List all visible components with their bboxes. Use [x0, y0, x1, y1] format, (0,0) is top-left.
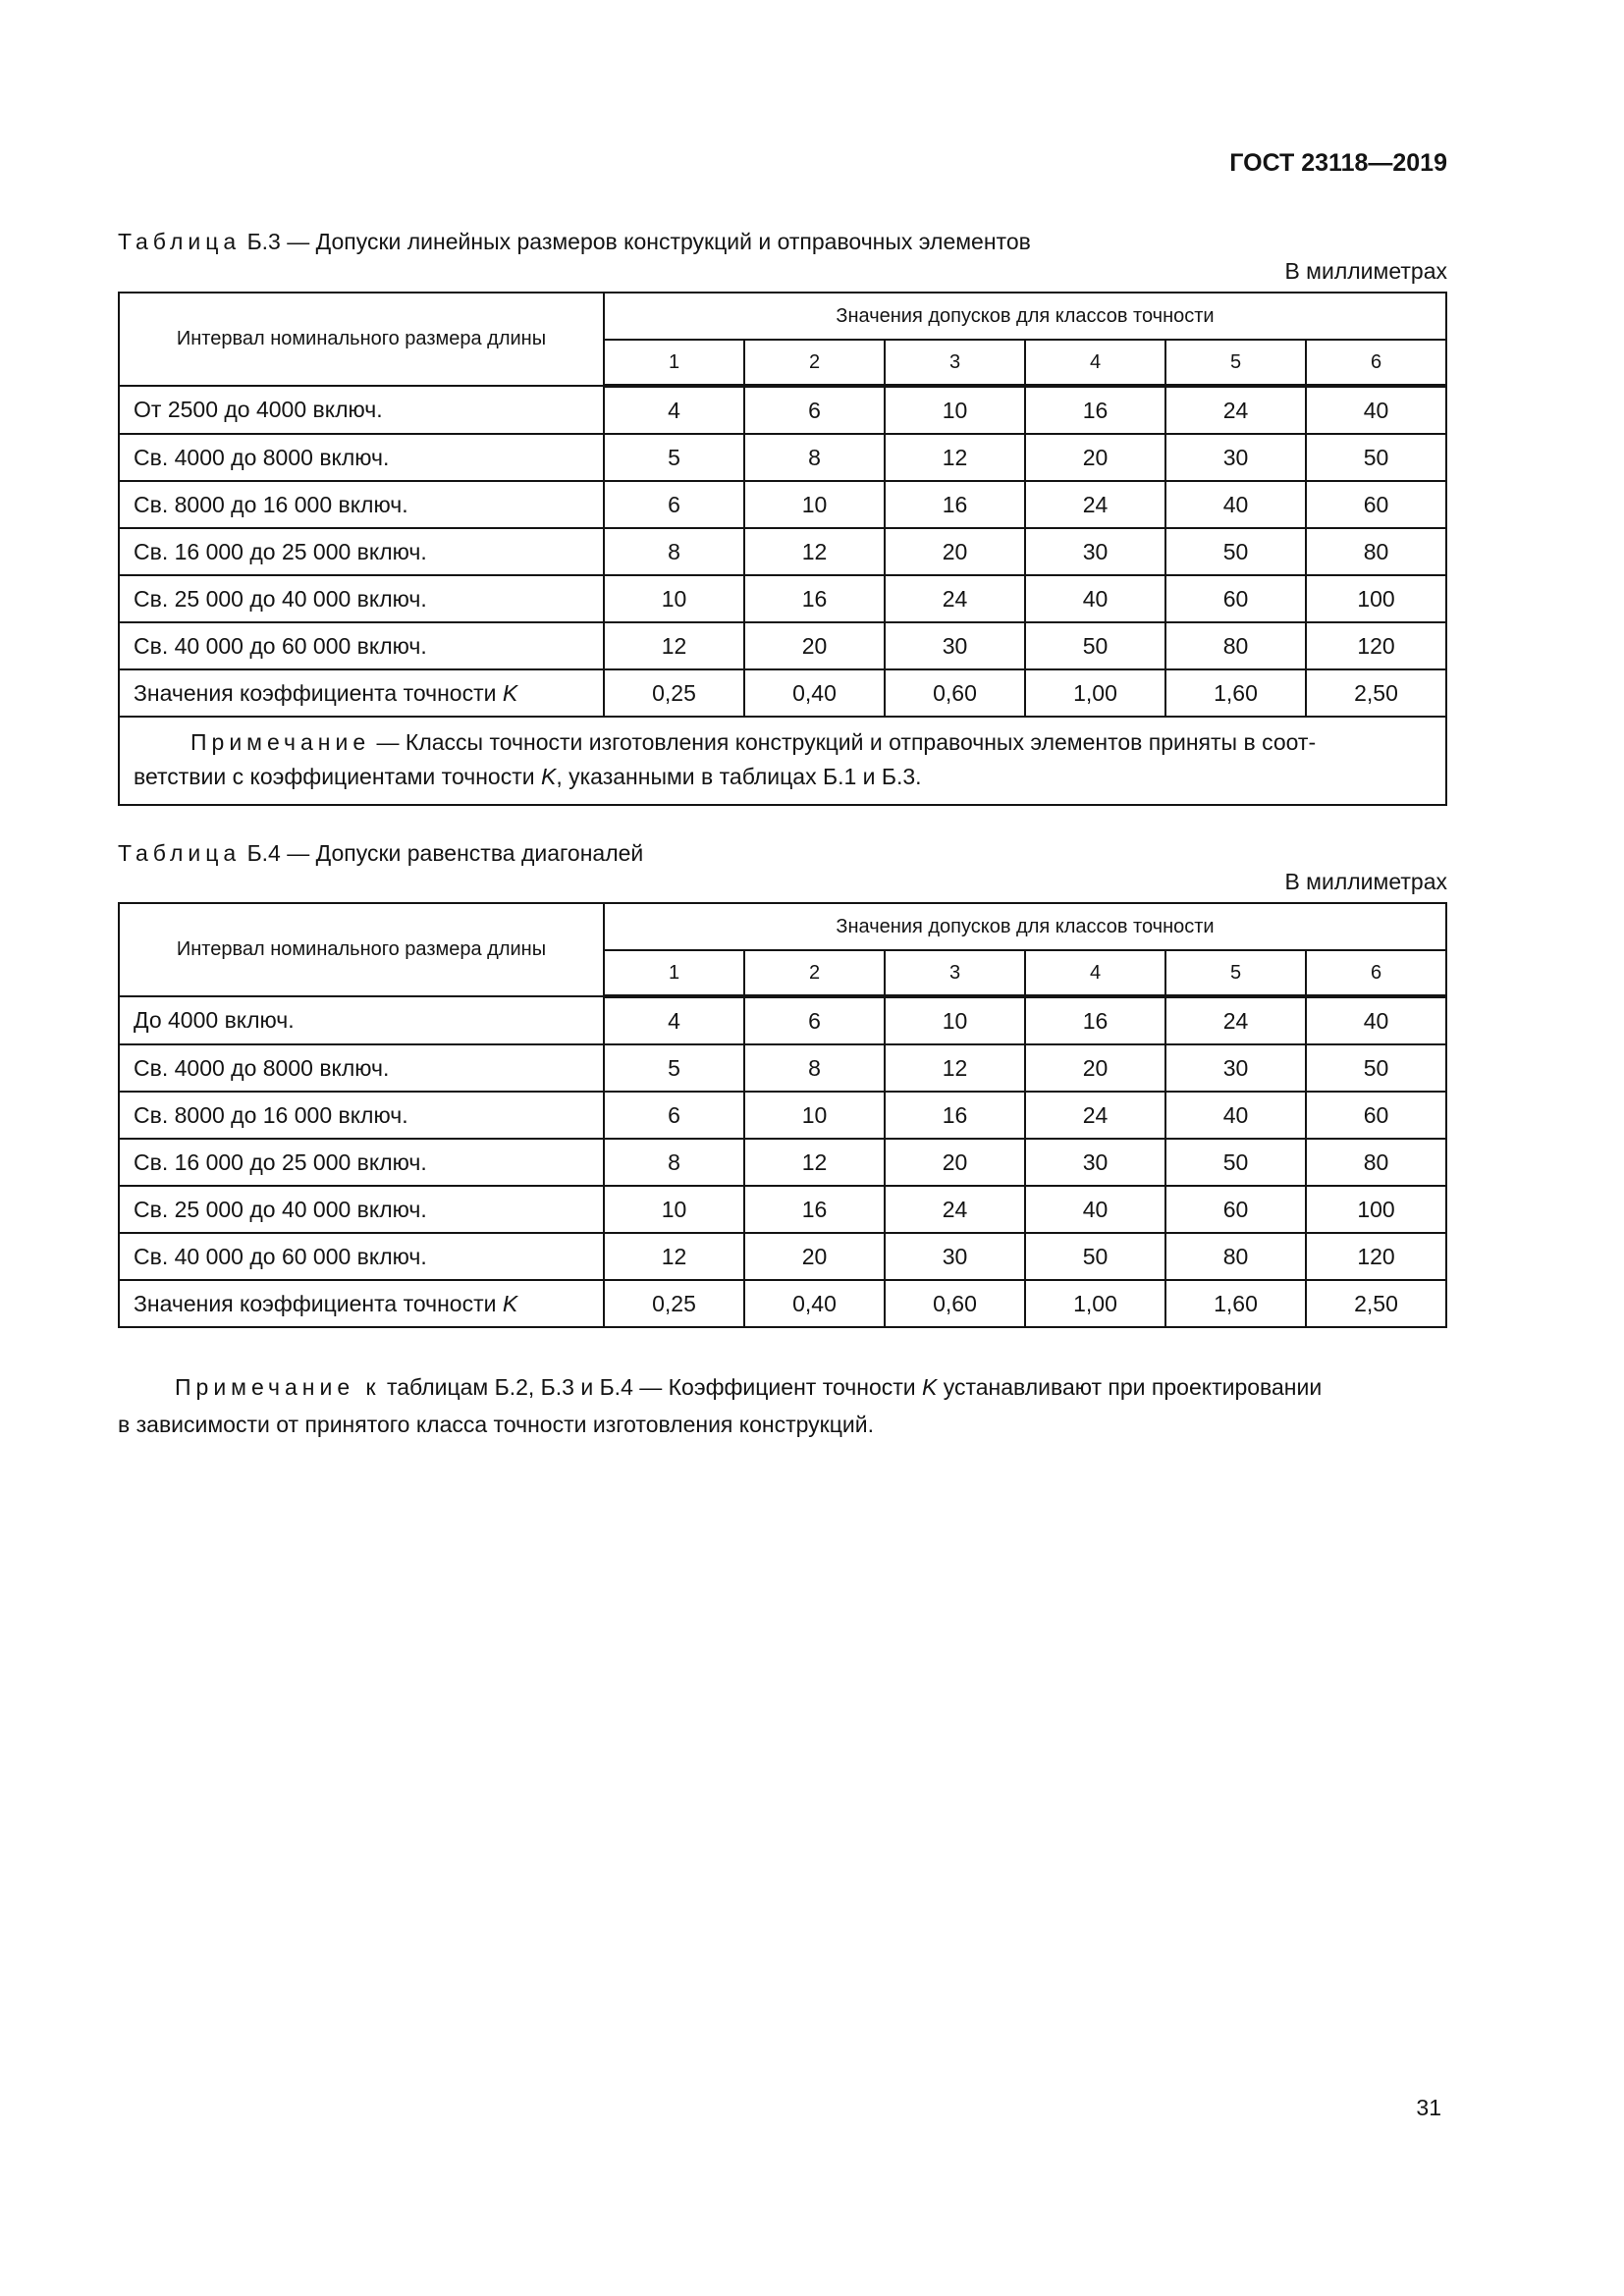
tables-note-text-1: таблицам Б.2, Б.3 и Б.4 — Коэффициент точности [380, 1374, 923, 1400]
table-row [119, 1186, 1446, 1233]
row-label: Св. 16 000 до 25 000 включ. [119, 528, 604, 575]
tables-note-word: Примечание к [175, 1374, 381, 1400]
row-label: Св. 40 000 до 60 000 включ. [119, 1233, 604, 1280]
table-cell: 8 [604, 1139, 744, 1186]
table-cell: 80 [1306, 528, 1446, 575]
coefficient-row-label [119, 669, 604, 717]
table-cell: 24 [885, 575, 1025, 622]
table-cell: 6 [744, 996, 885, 1044]
table-b3-caption-word: Таблица [118, 229, 242, 254]
table-cell: 60 [1165, 1186, 1306, 1233]
table-cell: 16 [1025, 386, 1165, 434]
column-header-class: 6 [1306, 950, 1446, 996]
table-row [119, 481, 1446, 528]
row-label: Св. 8000 до 16 000 включ. [119, 481, 604, 528]
table-cell: 80 [1165, 622, 1306, 669]
table-cell: 5 [604, 1044, 744, 1092]
table-cell: 24 [1025, 1092, 1165, 1139]
table-cell: 20 [885, 1139, 1025, 1186]
table-header-row [119, 903, 1446, 950]
table-cell: 4 [604, 996, 744, 1044]
row-label: Св. 25 000 до 40 000 включ. [119, 575, 604, 622]
table-cell: 6 [604, 481, 744, 528]
table-cell: 16 [885, 481, 1025, 528]
table-cell: 40 [1165, 481, 1306, 528]
coefficient-row [119, 669, 1446, 717]
column-header-class: 1 [604, 950, 744, 996]
table-cell: 16 [744, 575, 885, 622]
table-b4-units: В миллиметрах [1284, 869, 1447, 894]
table-cell: 60 [1306, 481, 1446, 528]
table-cell: 80 [1306, 1139, 1446, 1186]
row-label: Св. 4000 до 8000 включ. [119, 1044, 604, 1092]
row-label: Св. 4000 до 8000 включ. [119, 434, 604, 481]
table-b3-caption-text: Б.3 — Допуски линейных размеров конструкций и отправочных элементов [246, 229, 1031, 254]
coefficient-label-text: Значения коэффициента точности [134, 679, 497, 706]
table-cell: 10 [744, 481, 885, 528]
table-row [119, 1233, 1446, 1280]
document-code: ГОСТ 23118—2019 [1229, 149, 1447, 177]
table-cell: 30 [1025, 528, 1165, 575]
table-b4 [118, 902, 1447, 1328]
table-cell: 6 [604, 1092, 744, 1139]
coefficient-cell: 0,60 [885, 1280, 1025, 1327]
row-label: Св. 40 000 до 60 000 включ. [119, 622, 604, 669]
tables-note-text-2: устанавливают при проектировании [937, 1374, 1323, 1400]
table-cell: 30 [1165, 434, 1306, 481]
table-cell: 40 [1025, 575, 1165, 622]
row-label: От 2500 до 4000 включ. [119, 386, 604, 434]
table-row [119, 622, 1446, 669]
table-cell: 24 [885, 1186, 1025, 1233]
table-cell: 12 [885, 1044, 1025, 1092]
tables-note [118, 1368, 1447, 1443]
column-header-interval: Интервал номинального размера длины [119, 903, 604, 996]
table-row [119, 434, 1446, 481]
coefficient-symbol: K [502, 1290, 518, 1316]
table-row [119, 1092, 1446, 1139]
column-header-class: 2 [744, 340, 885, 386]
table-note [119, 717, 1446, 805]
table-cell: 16 [1025, 996, 1165, 1044]
row-label: Св. 16 000 до 25 000 включ. [119, 1139, 604, 1186]
table-cell: 12 [885, 434, 1025, 481]
table-cell: 40 [1306, 386, 1446, 434]
coefficient-symbol: K [502, 679, 518, 706]
tables-note-text-3: в зависимости от принятого класса точности изготовления конструкций. [118, 1412, 874, 1437]
coefficient-cell: 2,50 [1306, 1280, 1446, 1327]
table-cell: 24 [1165, 996, 1306, 1044]
table-cell: 50 [1306, 1044, 1446, 1092]
coefficient-cell: 0,25 [604, 669, 744, 717]
table-cell: 5 [604, 434, 744, 481]
coefficient-cell: 1,00 [1025, 1280, 1165, 1327]
column-header-class: 4 [1025, 950, 1165, 996]
table-note-row [119, 717, 1446, 805]
coefficient-cell: 0,60 [885, 669, 1025, 717]
coefficient-row [119, 1280, 1446, 1327]
coefficient-cell: 1,60 [1165, 669, 1306, 717]
table-cell: 120 [1306, 1233, 1446, 1280]
table-cell: 100 [1306, 575, 1446, 622]
table-row [119, 1044, 1446, 1092]
row-label: Св. 8000 до 16 000 включ. [119, 1092, 604, 1139]
table-row [119, 996, 1446, 1044]
table-cell: 20 [744, 622, 885, 669]
table-note-symbol: K [540, 764, 557, 789]
table-cell: 40 [1306, 996, 1446, 1044]
coefficient-cell: 1,00 [1025, 669, 1165, 717]
table-row [119, 528, 1446, 575]
table-cell: 20 [1025, 434, 1165, 481]
table-row [119, 1139, 1446, 1186]
tables-note-symbol: K [922, 1374, 938, 1400]
table-cell: 30 [885, 1233, 1025, 1280]
table-cell: 10 [744, 1092, 885, 1139]
table-cell: 12 [744, 1139, 885, 1186]
table-cell: 16 [744, 1186, 885, 1233]
table-cell: 80 [1165, 1233, 1306, 1280]
table-cell: 10 [885, 386, 1025, 434]
table-header-row [119, 293, 1446, 340]
table-cell: 30 [1025, 1139, 1165, 1186]
row-label: До 4000 включ. [119, 996, 604, 1044]
table-b4-caption-text: Б.4 — Допуски равенства диагоналей [246, 840, 644, 866]
coefficient-cell: 0,40 [744, 1280, 885, 1327]
table-cell: 40 [1025, 1186, 1165, 1233]
table-b4-caption-word: Таблица [118, 840, 242, 866]
coefficient-cell: 1,60 [1165, 1280, 1306, 1327]
coefficient-cell: 2,50 [1306, 669, 1446, 717]
column-header-class: 1 [604, 340, 744, 386]
table-cell: 40 [1165, 1092, 1306, 1139]
table-cell: 24 [1025, 481, 1165, 528]
coefficient-cell: 0,40 [744, 669, 885, 717]
table-note-word: Примечание [190, 729, 371, 755]
table-b3-units: В миллиметрах [1284, 258, 1447, 284]
table-cell: 50 [1025, 1233, 1165, 1280]
table-cell: 8 [744, 1044, 885, 1092]
coefficient-label-text: Значения коэффициента точности [134, 1290, 497, 1316]
table-cell: 10 [604, 1186, 744, 1233]
row-label: Св. 25 000 до 40 000 включ. [119, 1186, 604, 1233]
column-header-class: 5 [1165, 340, 1306, 386]
table-cell: 4 [604, 386, 744, 434]
column-header-values: Значения допусков для классов точности [604, 293, 1446, 340]
column-header-interval: Интервал номинального размера длины [119, 293, 604, 386]
table-b4-caption [118, 840, 643, 867]
table-b3 [118, 292, 1447, 806]
table-cell: 50 [1165, 1139, 1306, 1186]
table-cell: 30 [1165, 1044, 1306, 1092]
table-note-text-2: ветствии с коэффициентами точности [134, 764, 541, 789]
column-header-values: Значения допусков для классов точности [604, 903, 1446, 950]
table-cell: 60 [1306, 1092, 1446, 1139]
column-header-class: 5 [1165, 950, 1306, 996]
table-row [119, 386, 1446, 434]
table-cell: 10 [885, 996, 1025, 1044]
table-b3-caption [118, 229, 1031, 255]
coefficient-cell: 0,25 [604, 1280, 744, 1327]
column-header-class: 2 [744, 950, 885, 996]
table-cell: 50 [1165, 528, 1306, 575]
table-cell: 12 [604, 1233, 744, 1280]
column-header-class: 6 [1306, 340, 1446, 386]
table-cell: 8 [604, 528, 744, 575]
table-cell: 6 [744, 386, 885, 434]
column-header-class: 3 [885, 950, 1025, 996]
table-note-text-3: , указанными в таблицах Б.1 и Б.3. [556, 764, 922, 789]
table-note-text-1: — Классы точности изготовления конструкций и отправочных элементов приняты в соот- [370, 729, 1317, 755]
table-cell: 100 [1306, 1186, 1446, 1233]
table-cell: 16 [885, 1092, 1025, 1139]
table-cell: 24 [1165, 386, 1306, 434]
coefficient-row-label [119, 1280, 604, 1327]
table-cell: 120 [1306, 622, 1446, 669]
column-header-class: 4 [1025, 340, 1165, 386]
table-cell: 60 [1165, 575, 1306, 622]
table-cell: 20 [1025, 1044, 1165, 1092]
table-row [119, 575, 1446, 622]
table-cell: 50 [1025, 622, 1165, 669]
table-cell: 50 [1306, 434, 1446, 481]
column-header-class: 3 [885, 340, 1025, 386]
table-cell: 20 [744, 1233, 885, 1280]
table-cell: 10 [604, 575, 744, 622]
table-cell: 12 [744, 528, 885, 575]
table-cell: 30 [885, 622, 1025, 669]
page-number: 31 [1416, 2095, 1441, 2120]
table-cell: 8 [744, 434, 885, 481]
table-cell: 12 [604, 622, 744, 669]
table-cell: 20 [885, 528, 1025, 575]
